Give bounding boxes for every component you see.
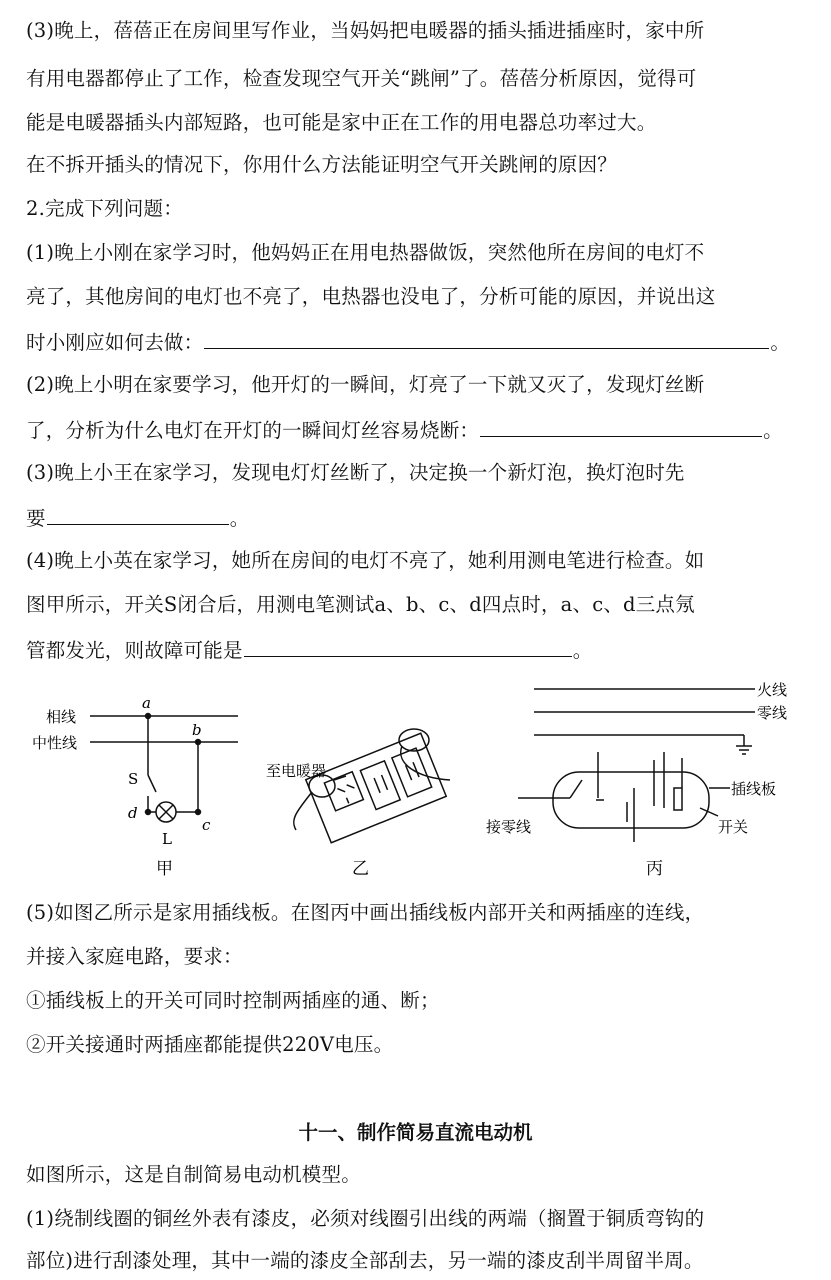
q2-p3-line-1: (3)晚上小王在家学习，发现电灯灯丝断了，决定换一个新灯泡，换灯泡时先 [26, 461, 685, 484]
q2-p4-end: 。 [572, 639, 593, 662]
q2-p2-line-2 [26, 416, 783, 444]
jia-point-c: c [202, 816, 211, 834]
q3-prev-line-2: 有用电器都停止了工作，检查发现空气开关“跳闸”了。蓓蓓分析原因，觉得可 [26, 67, 697, 90]
q2-p4-line-2: 图甲所示，开关S闭合后，用测电笔测试a、b、c、d四点时，a、c、d三点氖 [26, 593, 695, 616]
q2-p2-end: 。 [763, 419, 783, 442]
q2-title: 2.完成下列问题： [26, 197, 183, 220]
q2-p1-line-3 [26, 328, 790, 356]
q2-p3-end: 。 [229, 507, 250, 530]
jia-phase-label: 相线 [46, 708, 77, 726]
answer-blank-3[interactable] [47, 504, 229, 525]
q3-prev-line-3: 能是电暖器插头内部短路，也可能是家中正在工作的用电器总功率过大。 [26, 111, 657, 134]
jia-lamp-l: L [162, 830, 172, 848]
q2-p1-text: 时小刚应如何去做： [26, 331, 204, 354]
q2-requirement-2: ②开关接通时两插座都能提供220V电压。 [26, 1033, 394, 1056]
q2-p5-line-2: 并接入家庭电路，要求： [26, 945, 243, 968]
bing-live-label: 火线 [757, 681, 788, 699]
figure-yi [294, 729, 450, 843]
answer-blank-2[interactable] [480, 416, 762, 437]
figure-area [0, 680, 831, 885]
yi-caption: 乙 [352, 859, 369, 879]
jia-switch-s: S [128, 770, 139, 788]
section-11-heading: 十一、制作简易直流电动机 [298, 1121, 533, 1144]
q2-p1-line-2: 亮了，其他房间的电灯也不亮了，电热器也没电了，分析可能的原因，并说出这 [26, 285, 716, 308]
section-11-p1-line-1: (1)绕制线圈的铜丝外表有漆皮，必须对线圈引出线的两端（搁置于铜质弯钩的 [26, 1207, 705, 1230]
section-11-intro: 如图所示，这是自制简易电动机模型。 [26, 1163, 361, 1186]
q2-p4-text: 管都发光，则故障可能是 [26, 639, 243, 662]
bing-neutral-label: 零线 [757, 704, 788, 722]
q2-p4-line-3 [26, 636, 592, 664]
answer-blank-1[interactable] [204, 328, 769, 349]
jia-caption: 甲 [156, 859, 173, 879]
bing-neutral-conn-label: 接零线 [486, 818, 532, 836]
jia-point-a: a [142, 694, 151, 712]
answer-blank-4[interactable] [244, 636, 572, 657]
section-11-p1-line-2: 部位)进行刮漆处理，其中一端的漆皮全部刮去，另一端的漆皮刮半周留半周。 [26, 1249, 704, 1272]
q2-p2-line-1: (2)晚上小明在家要学习，他开灯的一瞬间，灯亮了一下就又灭了，发现灯丝断 [26, 373, 705, 396]
jia-point-b: b [192, 721, 202, 739]
q2-p2-text: 了，分析为什么电灯在开灯的一瞬间灯丝容易烧断： [26, 419, 480, 442]
q2-p1-line-1: (1)晚上小刚在家学习时，他妈妈正在用电热器做饭，突然他所在房间的电灯不 [26, 241, 705, 264]
q2-p3-line-2 [26, 504, 249, 532]
figure-jia [90, 714, 238, 823]
q2-requirement-1: ①插线板上的开关可同时控制两插座的通、断； [26, 989, 440, 1012]
q3-prev-line-1: (3)晚上，蓓蓓正在房间里写作业，当妈妈把电暖器的插头插进插座时，家中所 [26, 19, 705, 42]
power-strip-outline [553, 772, 709, 828]
yi-label: 至电暖器 [266, 762, 327, 780]
q2-p4-line-1: (4)晚上小英在家学习，她所在房间的电灯不亮了，她利用测电笔进行检查。如 [26, 549, 705, 572]
jia-neutral-label: 中性线 [32, 734, 78, 752]
q2-p5-line-1: (5)如图乙所示是家用插线板。在图丙中画出插线板内部开关和两插座的连线， [26, 901, 705, 924]
bing-switch-label: 开关 [718, 818, 749, 836]
q3-prev-line-4: 在不拆开插头的情况下，你用什么方法能证明空气开关跳闸的原因？ [26, 153, 618, 176]
bing-caption: 丙 [646, 859, 663, 879]
q2-p1-end: 。 [770, 331, 791, 354]
bing-board-label: 插线板 [731, 780, 777, 798]
jia-point-d: d [128, 804, 138, 822]
q2-p3-text: 要 [26, 507, 46, 530]
